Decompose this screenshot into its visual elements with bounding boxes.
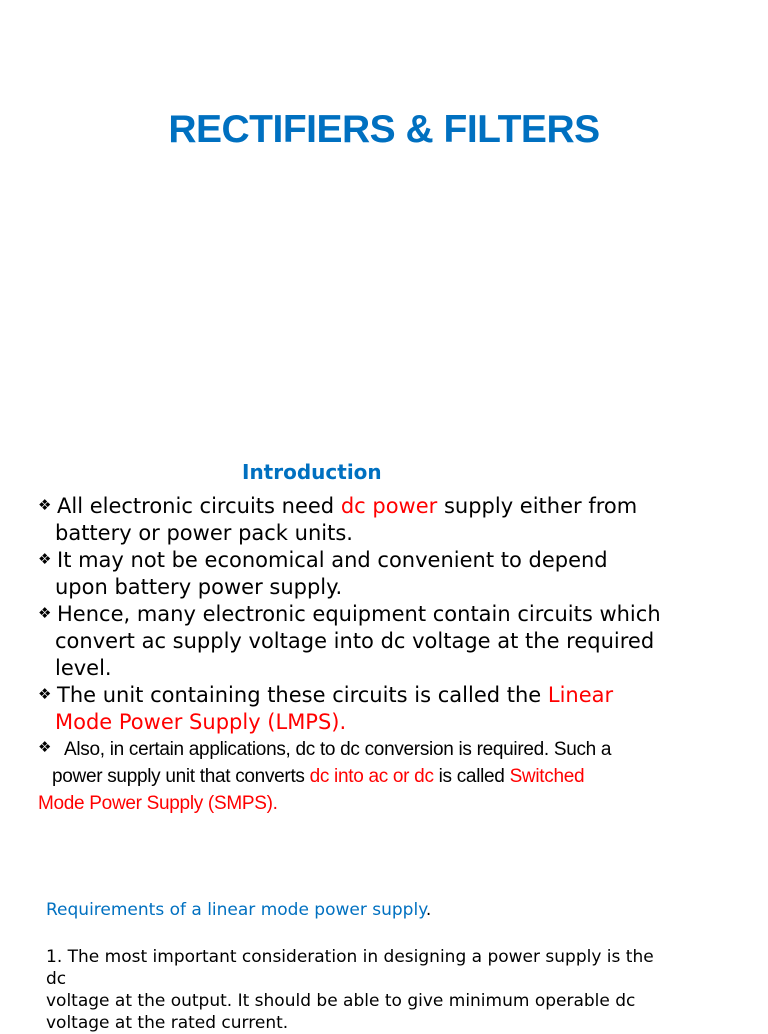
requirements-heading: [46, 900, 431, 920]
diamond-bullet-icon: ❖: [38, 496, 52, 514]
bullet-text: It may not be economical and convenient to depend: [57, 548, 608, 572]
bullet-text: Hence, many electronic equipment contain circuits which: [57, 602, 661, 626]
requirement-text: 1. The most important consideration in designing a power supply is the: [46, 947, 654, 967]
bullet-item: [38, 734, 738, 817]
bullet-text: convert ac supply voltage into dc voltage at the required: [55, 629, 655, 653]
requirement-text: voltage at the output. It should be able to give minimum operable dc: [46, 991, 636, 1011]
bullet-text: battery or power pack units.: [55, 521, 353, 545]
requirement-item: [46, 946, 746, 1034]
introduction-heading: Introduction: [242, 460, 382, 484]
bullet-item: [38, 681, 738, 736]
bullet-text: All electronic circuits need: [57, 494, 341, 518]
bullet-item: [38, 600, 738, 682]
page-title: RECTIFIERS & FILTERS: [168, 108, 600, 151]
bullet-text: upon battery power supply.: [55, 575, 343, 599]
highlight-text: Switched: [509, 766, 585, 787]
highlight-text: dc power: [340, 494, 438, 518]
bullet-item: [38, 492, 738, 547]
bullet-text: The unit containing these circuits is called the: [57, 683, 548, 707]
requirement-text: voltage at the rated current.: [46, 1013, 289, 1033]
bullet-text: power supply unit that converts: [52, 766, 310, 787]
requirements-heading-period: .: [425, 900, 432, 920]
requirement-text: dc: [46, 969, 67, 989]
bullet-item: [38, 546, 738, 601]
bullet-text: Also, in certain applications, dc to dc conversion is required. Such a: [64, 739, 612, 760]
highlight-text: Mode Power Supply (LMPS).: [55, 710, 347, 734]
diamond-bullet-icon: ❖: [38, 604, 52, 622]
highlight-text: Mode Power Supply (SMPS).: [38, 793, 278, 814]
highlight-text: Linear: [547, 683, 614, 707]
bullet-text: level.: [55, 656, 112, 680]
bullet-text: supply either from: [437, 494, 638, 518]
diamond-bullet-icon: ❖: [38, 685, 52, 703]
diamond-bullet-icon: ❖: [38, 738, 52, 756]
requirements-heading-text: Requirements of a linear mode power supply: [46, 900, 426, 920]
bullet-text: is called: [433, 766, 510, 787]
diamond-bullet-icon: ❖: [38, 550, 52, 568]
highlight-text: dc into ac or dc: [309, 766, 434, 787]
